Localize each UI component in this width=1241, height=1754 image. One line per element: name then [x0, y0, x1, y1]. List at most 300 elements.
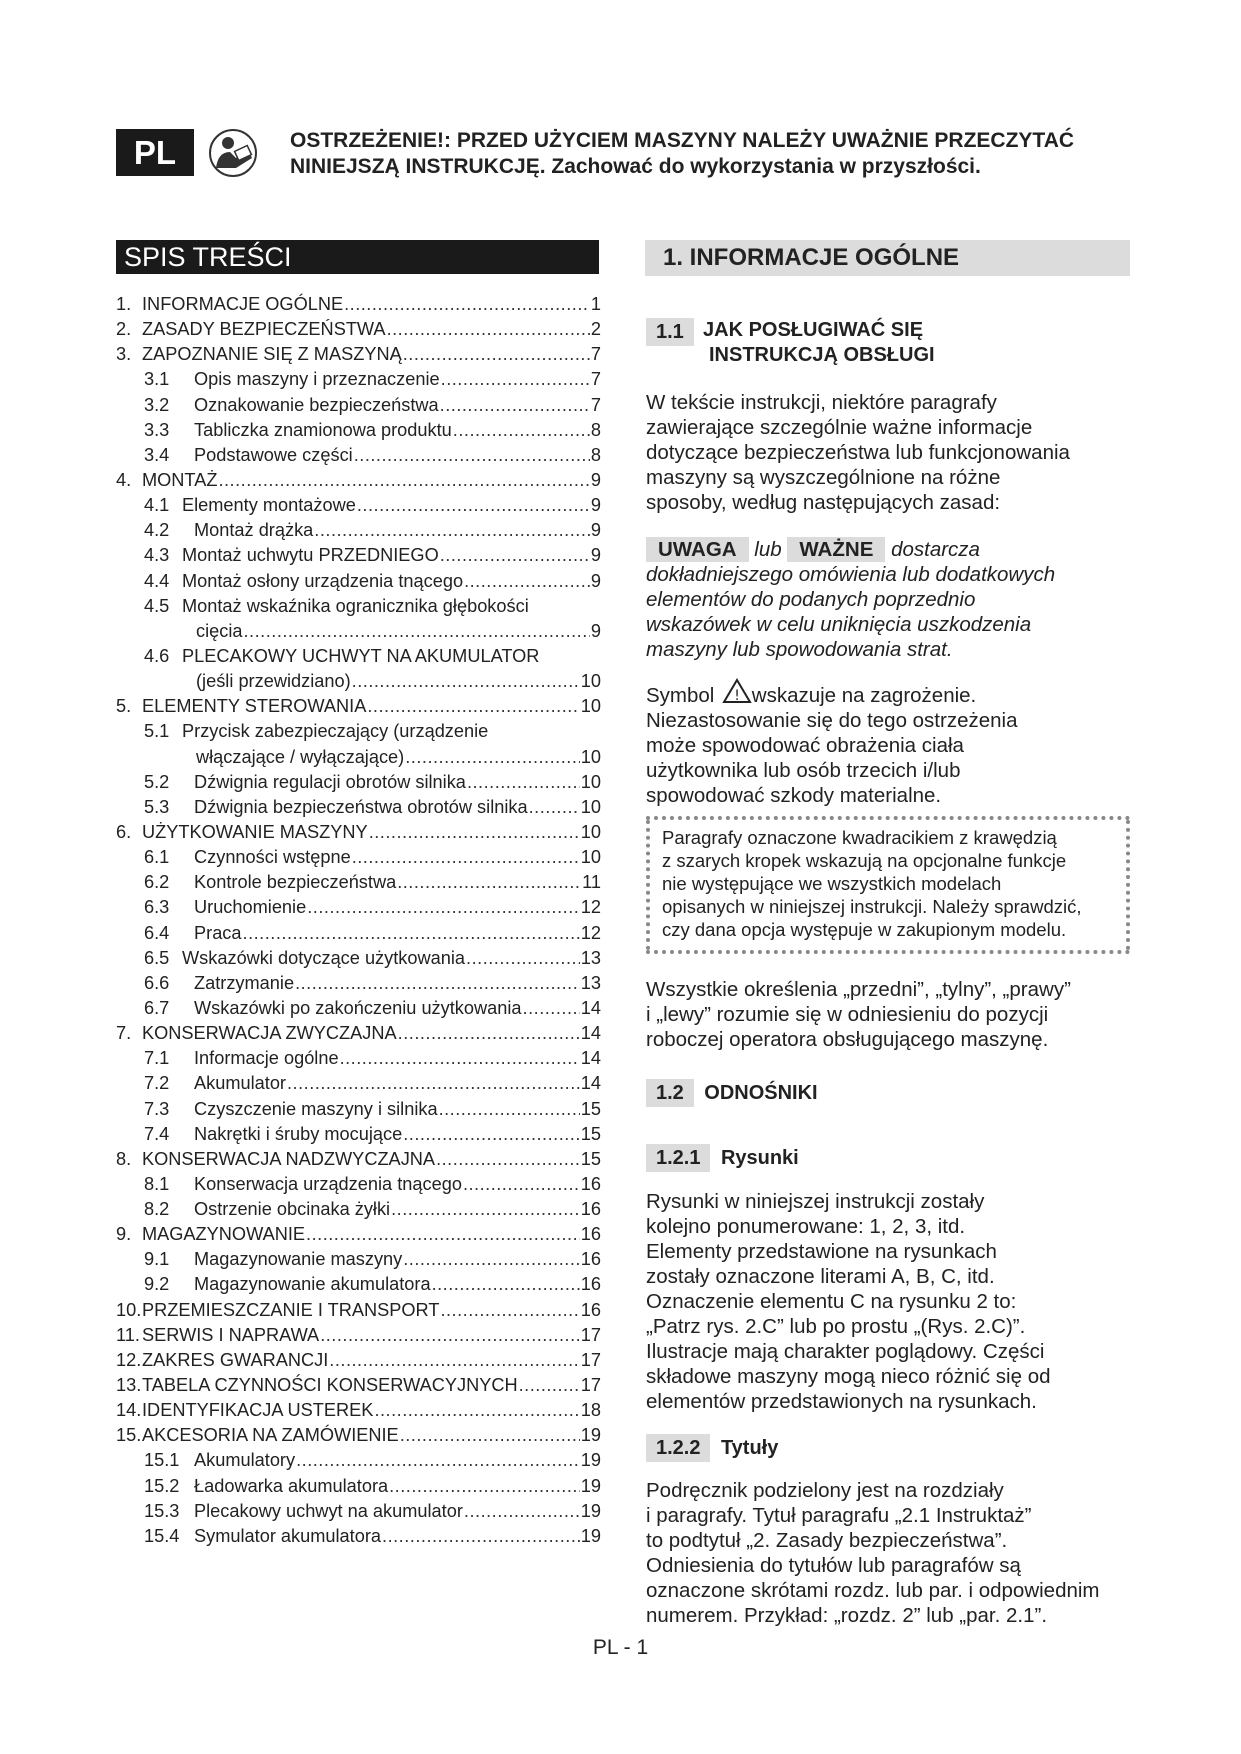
- toc-entry[interactable]: [116, 1071, 601, 1096]
- toc-entry-number: 9.: [116, 1224, 132, 1245]
- toc-entry-title: Elementy montażowe: [182, 495, 356, 516]
- toc-entry-page: 2: [590, 319, 601, 340]
- toc-leader-dots: [295, 971, 580, 996]
- toc-entry[interactable]: [116, 367, 601, 392]
- toc-entry-title: KONSERWACJA ZWYCZAJNA: [142, 1023, 397, 1044]
- toc-entry-page: 17: [580, 1375, 601, 1396]
- toc-entry-title: Zatrzymanie: [194, 972, 295, 993]
- toc-leader-dots: [529, 795, 580, 820]
- toc-leader-dots: [466, 946, 580, 971]
- uwaga-tag: UWAGA: [646, 537, 749, 562]
- toc-entry-page: 9: [590, 620, 601, 641]
- wazne-tag: WAŻNE: [787, 537, 885, 562]
- toc-entry-title: Czynności wstępne: [194, 847, 351, 868]
- toc-entry-title: Czyszczenie maszyny i silnika: [194, 1098, 438, 1119]
- symbol-line: [646, 678, 1018, 708]
- toc-leader-dots: [357, 493, 590, 518]
- symbol-pre: Symbol: [646, 684, 715, 707]
- toc-entry[interactable]: [116, 543, 601, 568]
- toc-entry[interactable]: [116, 594, 601, 619]
- toc-leader-dots: [307, 895, 580, 920]
- toc-leader-dots: [453, 418, 590, 443]
- toc-entry-number: 7.2: [144, 1073, 170, 1094]
- page-number: PL - 1: [592, 1636, 649, 1659]
- toc-entry[interactable]: [116, 1323, 601, 1348]
- toc-entry[interactable]: [116, 694, 601, 719]
- subsection-1-1-heading: [646, 318, 694, 346]
- toc-entry[interactable]: [116, 1474, 601, 1499]
- table-of-contents: [116, 292, 601, 1549]
- toc-entry-title: Nakrętki i śruby mocujące: [194, 1123, 403, 1144]
- toc-entry-page: 10: [580, 771, 601, 792]
- toc-entry-page: 13: [580, 972, 601, 993]
- toc-entry-page: 9: [590, 469, 601, 490]
- toc-entry[interactable]: [116, 895, 601, 920]
- toc-entry-title: Dźwignia bezpieczeństwa obrotów silnika: [194, 796, 528, 817]
- toc-leader-dots: [374, 1398, 579, 1423]
- toc-entry-page: 10: [580, 796, 601, 817]
- toc-entry-title: MAGAZYNOWANIE: [142, 1224, 306, 1245]
- toc-leader-dots: [439, 1097, 580, 1122]
- paragraph-line: Oznaczenie elementu C na rysunku 2 to:: [646, 1290, 1017, 1313]
- toc-leader-dots: [382, 1524, 580, 1549]
- toc-entry-number: 8.: [116, 1148, 132, 1169]
- paragraph-line: składowe maszyny mogą nieco różnić się od: [646, 1365, 1051, 1388]
- subsection-title: ODNOŚNIKI: [704, 1082, 818, 1104]
- toc-leader-dots: [519, 1373, 580, 1398]
- safety-warning: [290, 128, 1150, 180]
- toc-entry-title: Montaż drążka: [194, 520, 314, 541]
- toc-entry-page: 16: [580, 1224, 601, 1245]
- paragraph-line: może spowodować obrażenia ciała: [646, 734, 964, 757]
- toc-entry[interactable]: [116, 1524, 601, 1549]
- toc-entry[interactable]: [116, 1423, 601, 1448]
- toc-entry-title: AKCESORIA NA ZAMÓWIENIE: [142, 1425, 399, 1446]
- toc-entry-number: 5.1: [144, 721, 170, 742]
- toc-entry-title: Akumulator: [194, 1073, 286, 1094]
- paragraph-titles: [646, 1478, 1100, 1628]
- paragraph-line: oznaczone skrótami rozdz. lub par. i odpowiednim: [646, 1579, 1100, 1602]
- paragraph-line: z szarych kropek wskazują na opcjonalne funkcje: [662, 850, 1067, 871]
- toc-entry-title: Wskazówki po zakończeniu użytkowania: [194, 997, 522, 1018]
- toc-entry-title: Magazynowanie akumulatora: [194, 1274, 431, 1295]
- toc-entry-title: ELEMENTY STEROWANIA: [142, 696, 367, 717]
- toc-entry-number: 3.1: [144, 369, 170, 390]
- toc-entry-page: 9: [590, 570, 601, 591]
- toc-leader-dots: [463, 1172, 580, 1197]
- toc-entry-number: 7.1: [144, 1048, 170, 1069]
- toc-entry[interactable]: [116, 1348, 601, 1373]
- toc-entry-number: 15.3: [144, 1500, 180, 1521]
- toc-entry-number: 6.6: [144, 972, 170, 993]
- toc-entry-number: 15.2: [144, 1475, 180, 1496]
- toc-entry[interactable]: [116, 292, 601, 317]
- toc-entry[interactable]: [116, 1298, 601, 1323]
- toc-entry-page: 15: [580, 1098, 601, 1119]
- toc-entry-title-cont: włączające / wyłączające): [196, 746, 405, 767]
- toc-entry[interactable]: [116, 1046, 601, 1071]
- subsection-1-2-2-heading: [646, 1434, 778, 1462]
- toc-entry-page: 16: [580, 1299, 601, 1320]
- paragraph-line: W tekście instrukcji, niektóre paragrafy: [646, 391, 997, 414]
- toc-entry[interactable]: [116, 1097, 601, 1122]
- toc-leader-dots: [523, 996, 580, 1021]
- toc-entry-title: UŻYTKOWANIE MASZYNY: [142, 821, 368, 842]
- toc-entry[interactable]: [116, 1247, 601, 1272]
- paragraph-line: roboczej operatora obsługującego maszynę.: [646, 1028, 1049, 1051]
- toc-entry-title: Plecakowy uchwyt na akumulator: [194, 1500, 463, 1521]
- toc-entry[interactable]: [116, 644, 601, 669]
- toc-leader-dots: [400, 1423, 580, 1448]
- toc-entry-number: 4.4: [144, 570, 170, 591]
- toc-entry[interactable]: [116, 1147, 601, 1172]
- toc-entry-number: 14.: [116, 1400, 142, 1421]
- toc-entry-page: 7: [590, 369, 601, 390]
- toc-entry-title: Montaż uchwytu PRZEDNIEGO: [182, 545, 439, 566]
- toc-entry[interactable]: [116, 1122, 601, 1147]
- toc-entry-title: Montaż osłony urządzenia tnącego: [182, 570, 464, 591]
- paragraph-line: zawierające szczególnie ważne informacje: [646, 416, 1033, 439]
- paragraph-line: Paragrafy oznaczone kwadracikiem z krawędzią: [662, 827, 1057, 848]
- subsection-1-1-title: [703, 318, 935, 368]
- toc-leader-dots: [306, 1222, 580, 1247]
- toc-leader-dots: [403, 1247, 580, 1272]
- paragraph-intro: [646, 390, 1070, 515]
- toc-entry-page: 19: [580, 1425, 601, 1446]
- toc-entry-number: 3.4: [144, 444, 170, 465]
- toc-entry-number: 10.: [116, 1299, 142, 1320]
- toc-entry[interactable]: [116, 795, 601, 820]
- subsection-title: Rysunki: [720, 1147, 799, 1169]
- toc-entry-page: 7: [590, 344, 601, 365]
- toc-leader-dots: [403, 1122, 580, 1147]
- toc-leader-dots: [218, 468, 589, 493]
- toc-entry-title: Praca: [194, 922, 242, 943]
- toc-leader-dots: [369, 820, 580, 845]
- paragraph-symbol: [646, 678, 1018, 808]
- toc-entry-number: 9.2: [144, 1274, 170, 1295]
- subsection-1-2-heading: [646, 1079, 818, 1107]
- toc-entry[interactable]: [116, 342, 601, 367]
- toc-entry-title: Opis maszyny i przeznaczenie: [194, 369, 440, 390]
- toc-entry-title: MONTAŻ: [142, 469, 218, 490]
- toc-leader-dots: [440, 393, 590, 418]
- toc-entry-title: Ładowarka akumulatora: [194, 1475, 389, 1496]
- toc-entry-page: 8: [590, 444, 601, 465]
- toc-entry-title: Informacje ogólne: [194, 1048, 339, 1069]
- toc-entry-number: 9.1: [144, 1249, 170, 1270]
- toc-leader-dots: [352, 845, 580, 870]
- toc-entry-page: 8: [590, 419, 601, 440]
- toc-entry[interactable]: [116, 1197, 601, 1222]
- paragraph-line: nie występujące we wszystkich modelach: [662, 873, 1002, 894]
- toc-entry-page: 19: [580, 1450, 601, 1471]
- toc-entry-number: 2.: [116, 319, 132, 340]
- toc-entry-title: ZASADY BEZPIECZEŃSTWA: [142, 319, 386, 340]
- toc-entry[interactable]: [116, 569, 601, 594]
- toc-leader-dots: [432, 1272, 580, 1297]
- toc-entry[interactable]: [116, 1272, 601, 1297]
- toc-entry-title: Podstawowe części: [194, 444, 353, 465]
- toc-leader-dots: [398, 1021, 580, 1046]
- toc-entry-number: 5.: [116, 696, 132, 717]
- toc-entry-title: Akumulatory: [194, 1450, 296, 1471]
- subsection-number: 1.2.1: [646, 1144, 710, 1172]
- paragraph-line: maszyny są wyszczególnione na różne: [646, 466, 1001, 489]
- paragraph-line: Podręcznik podzielony jest na rozdziały: [646, 1479, 1004, 1502]
- toc-entry-number: 5.2: [144, 771, 170, 792]
- toc-entry-number: 15.: [116, 1425, 142, 1446]
- toc-entry-page: 17: [580, 1324, 601, 1345]
- toc-entry-number: 6.2: [144, 872, 170, 893]
- toc-entry-page: 13: [580, 947, 601, 968]
- toc-leader-dots: [467, 770, 580, 795]
- toc-entry[interactable]: [116, 971, 601, 996]
- toc-entry-title: Konserwacja urządzenia tnącego: [194, 1173, 462, 1194]
- paragraph-line: opisanych w niniejszej instrukcji. Należy sprawdzić,: [662, 896, 1082, 917]
- toc-entry-title: INFORMACJE OGÓLNE: [142, 294, 344, 314]
- toc-entry-number: 12.: [116, 1349, 142, 1370]
- toc-entry-number: 4.: [116, 469, 132, 490]
- toc-entry[interactable]: [116, 1398, 601, 1423]
- toc-leader-dots: [352, 669, 580, 694]
- toc-entry[interactable]: [116, 1373, 601, 1398]
- paragraph-line: Rysunki w niniejszej instrukcji zostały: [646, 1190, 985, 1213]
- subsection-number: 1.2.2: [646, 1434, 710, 1462]
- toc-entry[interactable]: [116, 996, 601, 1021]
- toc-leader-dots: [440, 1298, 579, 1323]
- toc-entry-title: Dźwignia regulacji obrotów silnika: [194, 771, 466, 792]
- toc-entry-number: 5.3: [144, 796, 170, 817]
- toc-entry-title: Kontrole bezpieczeństwa: [194, 872, 397, 893]
- toc-entry[interactable]: [116, 493, 601, 518]
- toc-entry-number: 6.3: [144, 897, 170, 918]
- toc-leader-dots: [296, 1448, 580, 1473]
- toc-entry[interactable]: [116, 1448, 601, 1473]
- symbol-post: wskazuje na zagrożenie.: [751, 684, 977, 707]
- read-manual-icon: [208, 128, 258, 178]
- paragraph-line: i paragrafy. Tytuł paragrafu „2.1 Instruktaż”: [646, 1504, 1032, 1527]
- toc-leader-dots: [391, 1197, 580, 1222]
- toc-entry-page: 10: [580, 746, 601, 767]
- toc-entry[interactable]: [116, 418, 601, 443]
- toc-entry-title: PRZEMIESZCZANIE I TRANSPORT: [142, 1299, 440, 1320]
- toc-entry-title: Tabliczka znamionowa produktu: [194, 419, 452, 440]
- paragraph-line: dotyczące bezpieczeństwa lub funkcjonowania: [646, 441, 1070, 464]
- toc-entry-continuation[interactable]: [116, 669, 601, 694]
- paragraph-line: Wszystkie określenia „przedni”, „tylny”, „prawy”: [646, 978, 1071, 1001]
- dostarcza-word: dostarcza: [891, 538, 980, 561]
- toc-entry[interactable]: [116, 443, 601, 468]
- toc-leader-dots: [441, 367, 590, 392]
- toc-entry[interactable]: [116, 1222, 601, 1247]
- toc-leader-dots: [464, 569, 590, 594]
- toc-leader-dots: [329, 1348, 579, 1373]
- toc-entry[interactable]: [116, 1172, 601, 1197]
- warning-triangle-icon: [722, 678, 752, 704]
- toc-entry-continuation[interactable]: [116, 745, 601, 770]
- toc-entry-page: 15: [580, 1148, 601, 1169]
- toc-entry-title: Magazynowanie maszyny: [194, 1249, 403, 1270]
- paragraph-line: zostały oznaczone literami A, B, C, itd.: [646, 1265, 995, 1288]
- toc-entry-title-cont: cięcia: [196, 620, 243, 641]
- toc-entry-page: 14: [580, 1073, 601, 1094]
- toc-entry-page: 16: [580, 1173, 601, 1194]
- paragraph-directions: [646, 977, 1071, 1052]
- paragraph-line: numerem. Przykład: „rozdz. 2” lub „par. 2.1”.: [646, 1604, 1048, 1627]
- toc-entry-title: ZAKRES GWARANCJI: [142, 1349, 329, 1370]
- paragraph-line: kolejno ponumerowane: 1, 2, 3, itd.: [646, 1215, 966, 1238]
- toc-entry-page: 9: [590, 520, 601, 541]
- toc-entry-title: Wskazówki dotyczące użytkowania: [182, 947, 466, 968]
- toc-entry[interactable]: [116, 946, 601, 971]
- paragraph-line: Ilustracje mają charakter poglądowy. Części: [646, 1340, 1045, 1363]
- subsection-1-2-1-heading: [646, 1144, 799, 1172]
- lub-word: lub: [754, 538, 782, 561]
- toc-leader-dots: [403, 342, 590, 367]
- toc-entry-number: 4.5: [144, 595, 170, 616]
- toc-entry-number: 4.1: [144, 495, 170, 516]
- uwaga-lines: [646, 562, 1055, 662]
- symbol-lines: [646, 708, 1018, 808]
- toc-entry-page: 10: [580, 696, 601, 717]
- toc-entry[interactable]: [116, 468, 601, 493]
- svg-text:!: !: [734, 688, 740, 704]
- toc-entry-title: Ostrzenie obcinaka żyłki: [194, 1199, 391, 1220]
- toc-entry[interactable]: [116, 317, 601, 342]
- toc-entry-page: 9: [590, 545, 601, 566]
- toc-entry[interactable]: [116, 1021, 601, 1046]
- subsection-number: 1.2: [646, 1079, 694, 1107]
- paragraph-line: czy dana opcja występuje w zakupionym modelu.: [662, 919, 1067, 940]
- paragraph-figures: [646, 1189, 1051, 1414]
- toc-entry-continuation[interactable]: [116, 619, 601, 644]
- toc-entry-number: 8.2: [144, 1199, 170, 1220]
- toc-entry-page: 10: [580, 671, 601, 692]
- toc-entry-number: 3.3: [144, 419, 170, 440]
- toc-entry-page: 16: [580, 1199, 601, 1220]
- toc-leader-dots: [244, 619, 590, 644]
- paragraph-line: Niezastosowanie się do tego ostrzeżenia: [646, 709, 1018, 732]
- toc-entry[interactable]: [116, 518, 601, 543]
- paragraph-line: dokładniejszego omówienia lub dodatkowych: [646, 563, 1056, 586]
- toc-entry-title: SERWIS I NAPRAWA: [142, 1324, 320, 1345]
- toc-leader-dots: [405, 745, 580, 770]
- uwaga-first-line: [646, 537, 1055, 562]
- toc-entry-number: 4.3: [144, 545, 170, 566]
- toc-leader-dots: [287, 1071, 580, 1096]
- toc-heading: SPIS TREŚCI: [116, 240, 599, 274]
- paragraph-line: wskazówek w celu uniknięcia uszkodzenia: [646, 613, 1032, 636]
- toc-entry-number: 4.2: [144, 520, 170, 541]
- language-badge: PL: [116, 129, 194, 176]
- paragraph-line: elementów do podanych poprzednio: [646, 588, 976, 611]
- toc-leader-dots: [320, 1323, 580, 1348]
- toc-leader-dots: [367, 694, 579, 719]
- subsection-title: Tytuły: [720, 1437, 779, 1459]
- toc-entry-title-cont: (jeśli przewidziano): [196, 671, 351, 692]
- toc-entry[interactable]: [116, 870, 601, 895]
- toc-entry-title: Oznakowanie bezpieczeństwa: [194, 394, 439, 415]
- paragraph-line: Odniesienia do tytułów lub paragrafów są: [646, 1554, 1021, 1577]
- toc-entry-title: Uruchomienie: [194, 897, 307, 918]
- paragraph-uwaga: [646, 537, 1055, 662]
- toc-entry-title: Przycisk zabezpieczający (urządzenie: [182, 721, 489, 742]
- toc-leader-dots: [440, 543, 590, 568]
- paragraph-line: elementów przedstawionych na rysunkach.: [646, 1390, 1037, 1413]
- toc-entry-page: 9: [590, 495, 601, 516]
- toc-entry-page: 11: [582, 872, 601, 893]
- toc-leader-dots: [314, 518, 590, 543]
- toc-entry-title: PLECAKOWY UCHWYT NA AKUMULATOR: [182, 645, 540, 666]
- toc-entry[interactable]: [116, 719, 601, 744]
- toc-entry-number: 6.7: [144, 997, 170, 1018]
- toc-entry-title: KONSERWACJA NADZWYCZAJNA: [142, 1148, 436, 1169]
- toc-entry[interactable]: [116, 921, 601, 946]
- subsection-title-line: INSTRUKCJĄ OBSŁUGI: [709, 344, 935, 366]
- subsection-title-line: JAK POSŁUGIWAĆ SIĘ: [703, 319, 924, 341]
- toc-entry-number: 13.: [116, 1375, 142, 1396]
- toc-entry-page: 1: [590, 294, 601, 314]
- toc-entry-number: 7.: [116, 1023, 132, 1044]
- toc-entry[interactable]: [116, 1499, 601, 1524]
- toc-entry-number: 6.4: [144, 922, 170, 943]
- toc-entry-number: 6.5: [144, 947, 170, 968]
- toc-entry[interactable]: [116, 820, 601, 845]
- toc-entry-page: 18: [580, 1400, 601, 1421]
- toc-entry-number: 11.: [116, 1324, 140, 1345]
- optional-features-text: [662, 826, 1130, 941]
- toc-entry-number: 15.1: [144, 1450, 180, 1471]
- toc-leader-dots: [436, 1147, 580, 1172]
- toc-entry-number: 3.2: [144, 394, 170, 415]
- toc-entry-title: ZAPOZNANIE SIĘ Z MASZYNĄ: [142, 344, 402, 365]
- optional-features-box: [646, 816, 1130, 954]
- subsection-number: 1.1: [646, 318, 694, 346]
- warning-line-1: OSTRZEŻENIE!: PRZED UŻYCIEM MASZYNY NALEŻY UWAŻNIE PRZECZYTAĆ: [290, 129, 1075, 152]
- toc-entry[interactable]: [116, 393, 601, 418]
- paragraph-line: sposoby, według następujących zasad:: [646, 491, 1001, 514]
- paragraph-line: „Patrz rys. 2.C” lub po prostu „(Rys. 2.C)”.: [646, 1315, 1026, 1338]
- toc-entry-title: TABELA CZYNNOŚCI KONSERWACYJNYCH: [142, 1375, 518, 1396]
- toc-entry-page: 16: [580, 1274, 601, 1295]
- toc-entry[interactable]: [116, 845, 601, 870]
- toc-entry-page: 19: [580, 1500, 601, 1521]
- toc-entry-page: 19: [580, 1525, 601, 1546]
- toc-entry-number: 4.6: [144, 645, 170, 666]
- warning-line-2: NINIEJSZĄ INSTRUKCJĘ. Zachować do wykorzystania w przyszłości.: [290, 155, 981, 178]
- toc-entry-page: 15: [580, 1123, 601, 1144]
- toc-entry-title: Montaż wskaźnika ogranicznika głębokości: [182, 595, 529, 616]
- toc-entry-number: 7.4: [144, 1123, 170, 1144]
- toc-leader-dots: [387, 317, 590, 342]
- toc-entry-page: 10: [580, 847, 601, 868]
- toc-entry-page: 14: [580, 1023, 601, 1044]
- toc-entry[interactable]: [116, 770, 601, 795]
- paragraph-line: i „lewy” rozumie się w odniesieniu do pozycji: [646, 1003, 1049, 1026]
- paragraph-line: maszyny lub spowodowania strat.: [646, 638, 953, 661]
- toc-leader-dots: [340, 1046, 580, 1071]
- toc-entry-page: 17: [580, 1349, 601, 1370]
- toc-entry-number: 3.: [116, 344, 132, 365]
- toc-entry-page: 10: [580, 821, 601, 842]
- toc-entry-number: 6.1: [144, 847, 170, 868]
- section-1-heading: 1. INFORMACJE OGÓLNE: [645, 240, 1130, 276]
- toc-entry-number: 15.4: [144, 1525, 180, 1546]
- toc-leader-dots: [397, 870, 581, 895]
- toc-entry-page: 7: [590, 394, 601, 415]
- toc-leader-dots: [243, 921, 580, 946]
